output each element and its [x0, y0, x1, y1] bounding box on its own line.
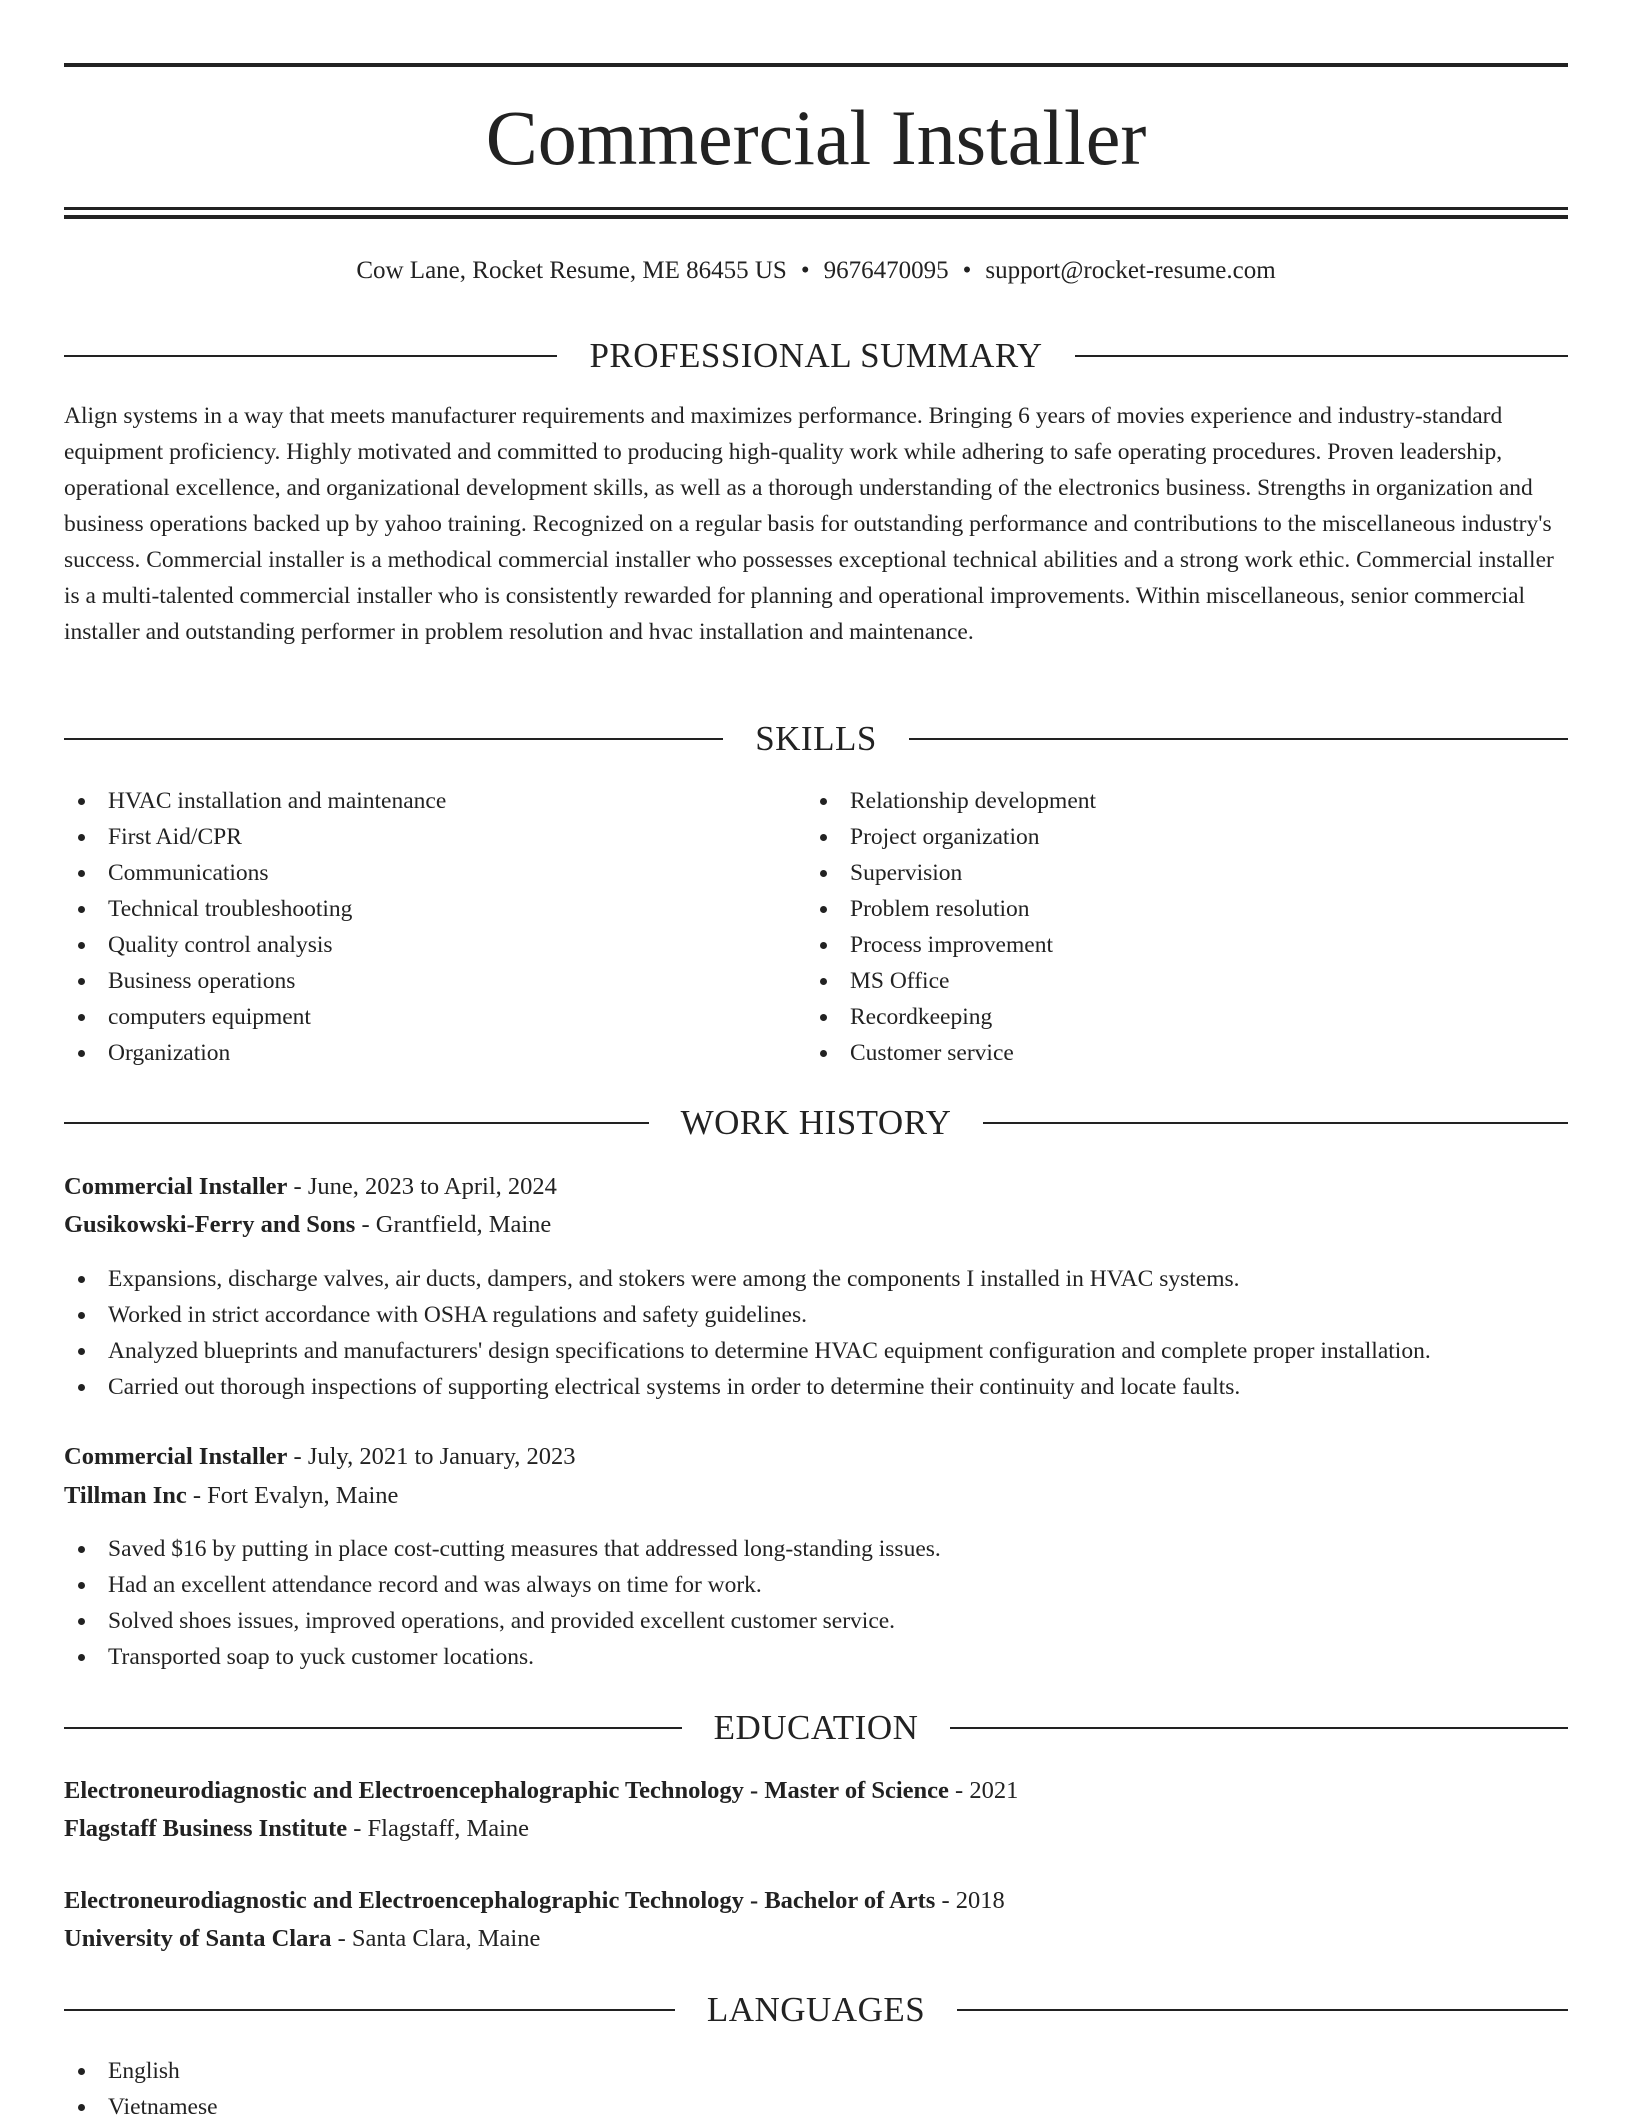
job-dates: - July, 2021 to January, 2023 [287, 1443, 576, 1470]
contact-phone: 9676470095 [823, 257, 949, 284]
section-title-work-history: WORK HISTORY [680, 1103, 952, 1142]
section-rule [64, 2009, 675, 2011]
section-rule [957, 2009, 1568, 2011]
job-title: Commercial Installer [64, 1443, 288, 1470]
skill-item: Problem resolution [806, 891, 1506, 927]
summary-text: Align systems in a way that meets manufacturer requirements and maximizes performance. Bringing 6 years of movies experience and industry-standard equipment proficiency. Highly motivated and committed to producing high-quality work while adhering to safe operating procedures. Proven leadership, operational excellence, and organizational development skills, as well as a thorough understanding of the electronics business. Strengths in organization and business operations backed up by yahoo training. Recognized on a regular basis for outstanding performance and contributions to the miscellaneous industry's success. Commercial installer is a methodical commercial installer who possesses exceptional technical abilities and a strong work ethic. Commercial installer is a multi-talented commercial installer who is consistently rewarded for planning and operational improvements. Within miscellaneous, senior commercial installer and outstanding performer in problem resolution and hvac installation and maintenance. [64, 403, 1554, 645]
section-header-work-history [64, 1101, 1568, 1145]
job-company: Gusikowski-Ferry and Sons [64, 1211, 356, 1238]
skill-item: Customer service [806, 1035, 1506, 1071]
job-company-line [64, 1207, 551, 1243]
skill-item: Technical troubleshooting [64, 891, 764, 927]
job-bullet: Analyzed blueprints and manufacturers' design specifications to determine HVAC equipment configuration and complete proper installation. [64, 1333, 1568, 1369]
education-school: Flagstaff Business Institute [64, 1815, 348, 1842]
job-title: Commercial Installer [64, 1173, 288, 1200]
skill-item: Recordkeeping [806, 999, 1506, 1035]
section-header-education [64, 1706, 1568, 1750]
job-bullet: Worked in strict accordance with OSHA regulations and safety guidelines. [64, 1297, 1568, 1333]
education-degree: Electroneurodiagnostic and Electroencephalographic Technology - Master of Science [64, 1777, 949, 1804]
job-bullet: Expansions, discharge valves, air ducts, dampers, and stokers were among the components I installed in HVAC systems. [64, 1261, 1568, 1297]
job-bullets [64, 1531, 1568, 1675]
education-school: University of Santa Clara [64, 1925, 332, 1952]
job-dates: - June, 2023 to April, 2024 [287, 1173, 557, 1200]
section-rule [64, 738, 723, 740]
job-bullet: Had an excellent attendance record and was always on time for work. [64, 1567, 1568, 1603]
section-rule [64, 355, 557, 357]
resume-name: Commercial Installer [485, 94, 1147, 181]
skill-item: Organization [64, 1035, 764, 1071]
section-title-summary: PROFESSIONAL SUMMARY [589, 336, 1043, 375]
header-double-rule-lower [64, 215, 1568, 219]
skill-item: Project organization [806, 819, 1506, 855]
skill-item: Process improvement [806, 927, 1506, 963]
job-company-line [64, 1478, 398, 1514]
education-year: - 2018 [935, 1887, 1005, 1914]
education-degree-line [64, 1773, 1018, 1809]
language-item: Vietnamese [64, 2089, 764, 2125]
skill-item: First Aid/CPR [64, 819, 764, 855]
job-title-line [64, 1439, 575, 1475]
contact-address: Cow Lane, Rocket Resume, ME 86455 US [356, 257, 787, 284]
education-degree: Electroneurodiagnostic and Electroencephalographic Technology - Bachelor of Arts [64, 1887, 936, 1914]
skill-item: HVAC installation and maintenance [64, 783, 764, 819]
header-double-rule-upper [64, 207, 1568, 210]
section-rule [64, 1122, 649, 1124]
section-header-skills [64, 717, 1568, 761]
section-rule [1075, 355, 1568, 357]
section-header-summary [64, 334, 1568, 378]
section-title-skills: SKILLS [755, 719, 877, 758]
section-rule [950, 1727, 1568, 1729]
section-rule [983, 1122, 1568, 1124]
section-header-languages [64, 1988, 1568, 2032]
contact-separator: • [962, 257, 972, 284]
contact-line [64, 254, 1568, 288]
language-item: English [64, 2053, 764, 2089]
section-rule [64, 1727, 682, 1729]
contact-separator: • [800, 257, 810, 284]
job-location: - Grantfield, Maine [355, 1211, 552, 1238]
skill-item: Supervision [806, 855, 1506, 891]
languages-list [64, 2053, 764, 2125]
skill-item: Business operations [64, 963, 764, 999]
job-bullet: Transported soap to yuck customer locations. [64, 1639, 1568, 1675]
skill-item: computers equipment [64, 999, 764, 1035]
education-degree-line [64, 1883, 1005, 1919]
job-company: Tillman Inc [64, 1482, 187, 1509]
section-title-languages: LANGUAGES [706, 1990, 926, 2029]
skills-list-left [64, 783, 764, 1071]
education-year: - 2021 [948, 1777, 1019, 1804]
job-bullets [64, 1261, 1568, 1405]
job-title-line [64, 1169, 557, 1205]
skill-item: Communications [64, 855, 764, 891]
job-bullet: Solved shoes issues, improved operations, and provided excellent customer service. [64, 1603, 1568, 1639]
skill-item: Relationship development [806, 783, 1506, 819]
skills-list-right [806, 783, 1506, 1071]
job-bullet: Carried out thorough inspections of supporting electrical systems in order to determine their continuity and locate faults. [64, 1369, 1568, 1405]
education-school-line [64, 1811, 529, 1847]
education-school-line [64, 1921, 540, 1957]
contact-email: support@rocket-resume.com [985, 257, 1276, 284]
header-top-rule [64, 63, 1568, 67]
section-title-education: EDUCATION [713, 1708, 919, 1747]
education-location: - Flagstaff, Maine [347, 1815, 530, 1842]
skill-item: Quality control analysis [64, 927, 764, 963]
skill-item: MS Office [806, 963, 1506, 999]
education-location: - Santa Clara, Maine [331, 1925, 541, 1952]
job-location: - Fort Evalyn, Maine [186, 1482, 399, 1509]
section-rule [909, 738, 1568, 740]
job-bullet: Saved $16 by putting in place cost-cutting measures that addressed long-standing issues. [64, 1531, 1568, 1567]
